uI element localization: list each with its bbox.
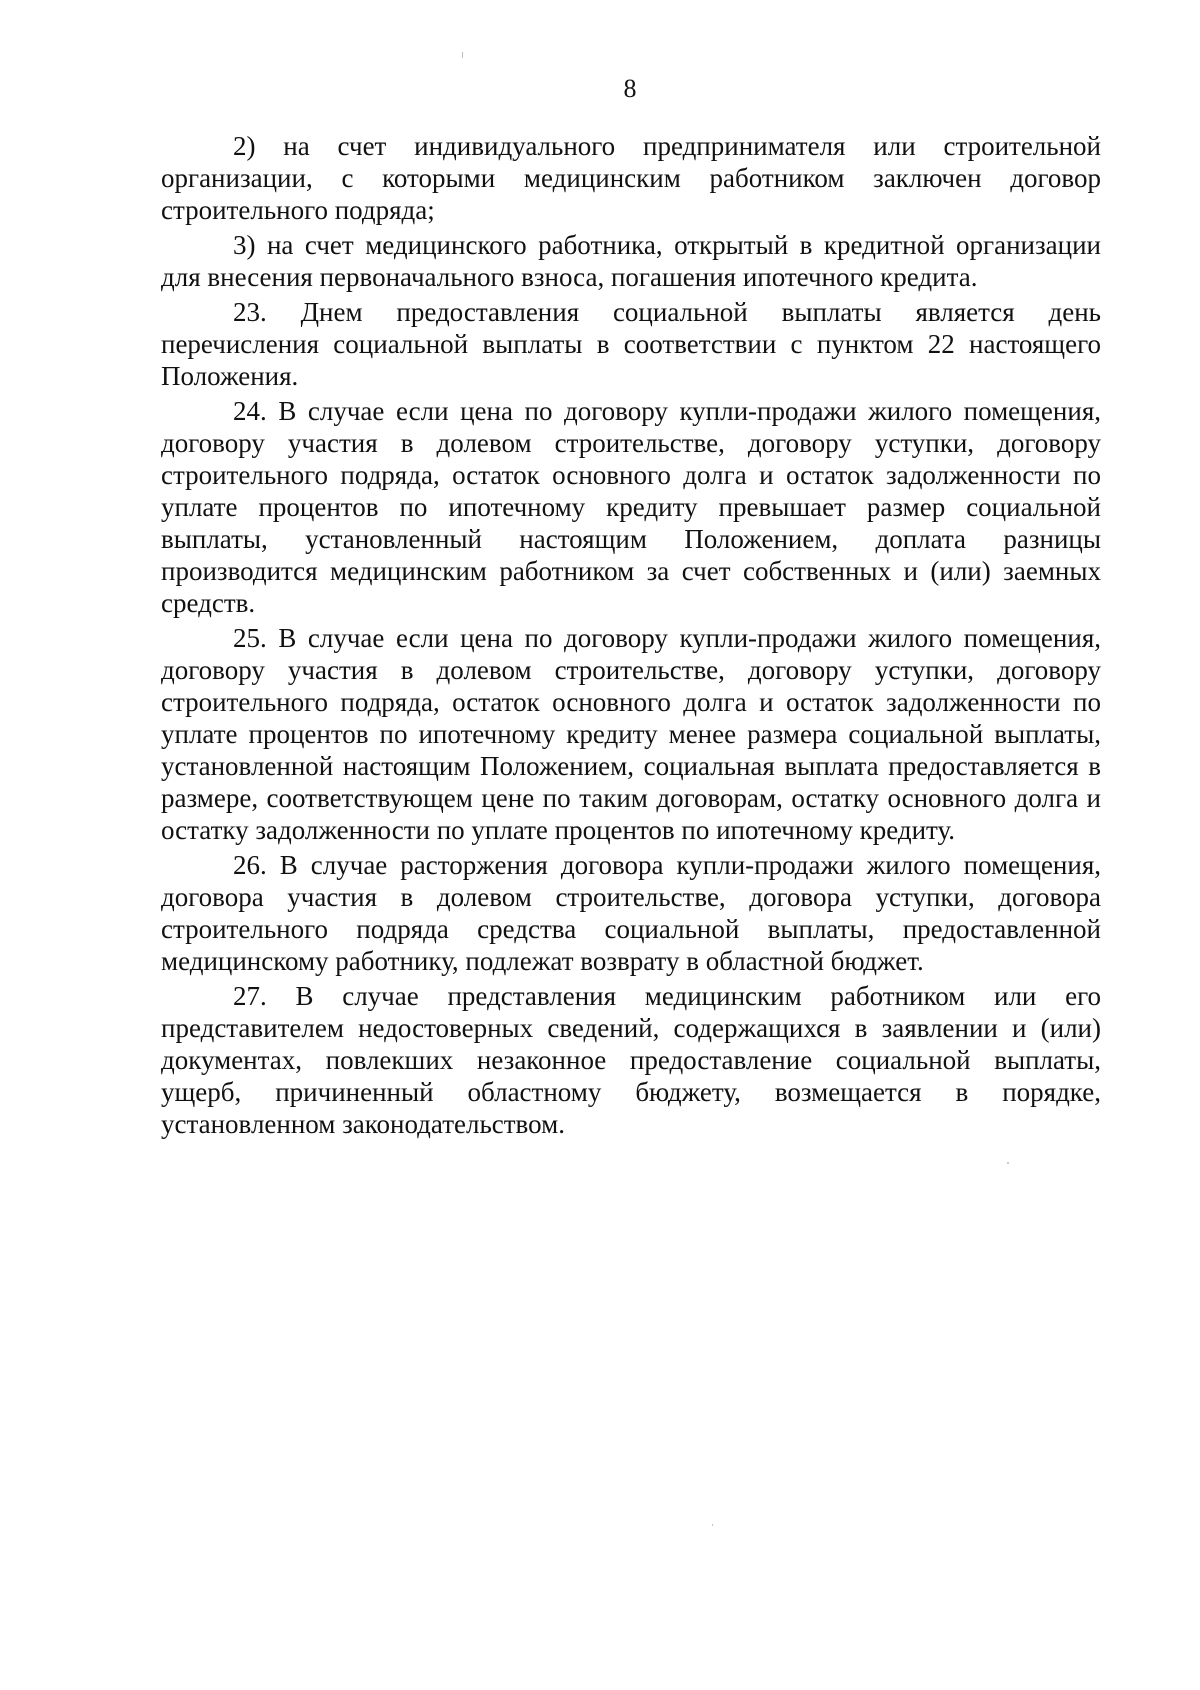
scan-speck [462, 52, 463, 58]
paragraph-clause-24: 24. В случае если цена по договору купли-продажи жилого помещения, договору участия в долевом строительстве, договору уступки, договору строительного подряда, остаток основного долга и остаток задолженности по уплате процентов по ипотечному кредиту превышает размер социальной выплаты, установленный настоящим Положением, доплата разницы производится медицинским работником за счет собственных и (или) заемных средств. [161, 396, 1101, 618]
scan-speck [1007, 1162, 1009, 1164]
document-body [161, 130, 1101, 1143]
scan-speck [712, 1524, 713, 1526]
paragraph-clause-26: 26. В случае расторжения договора купли-продажи жилого помещения, договора участия в долевом строительстве, договора уступки, договора строительного подряда средства социальной выплаты, предоставленной медицинскому работнику, подлежат возврату в областной бюджет. [161, 850, 1101, 976]
page-number: 8 [623, 74, 637, 103]
paragraph-item-3: 3) на счет медицинского работника, открытый в кредитной организации для внесения первоначального взноса, погашения ипотечного кредита. [161, 230, 1101, 292]
paragraph-clause-27: 27. В случае представления медицинским работником или его представителем недостоверных сведений, содержащихся в заявлении и (или) документах, повлекших незаконное предоставление социальной выплаты, ущерб, причиненный областному бюджету, возмещается в порядке, установленном законодательством. [161, 981, 1101, 1139]
paragraph-clause-23: 23. Днем предоставления социальной выплаты является день перечисления социальной выплаты в соответствии с пунктом 22 настоящего Положения. [161, 297, 1101, 391]
paragraph-clause-25: 25. В случае если цена по договору купли-продажи жилого помещения, договору участия в долевом строительстве, договору уступки, договору строительного подряда, остаток основного долга и остаток задолженности по уплате процентов по ипотечному кредиту менее размера социальной выплаты, установленной настоящим Положением, социальная выплата предоставляется в размере, соответствующем цене по таким договорам, остатку основного долга и остатку задолженности по уплате процентов по ипотечному кредиту. [161, 623, 1101, 845]
paragraph-item-2: 2) на счет индивидуального предпринимателя или строительной организации, с которыми медицинским работником заключен договор строительного подряда; [161, 131, 1101, 225]
